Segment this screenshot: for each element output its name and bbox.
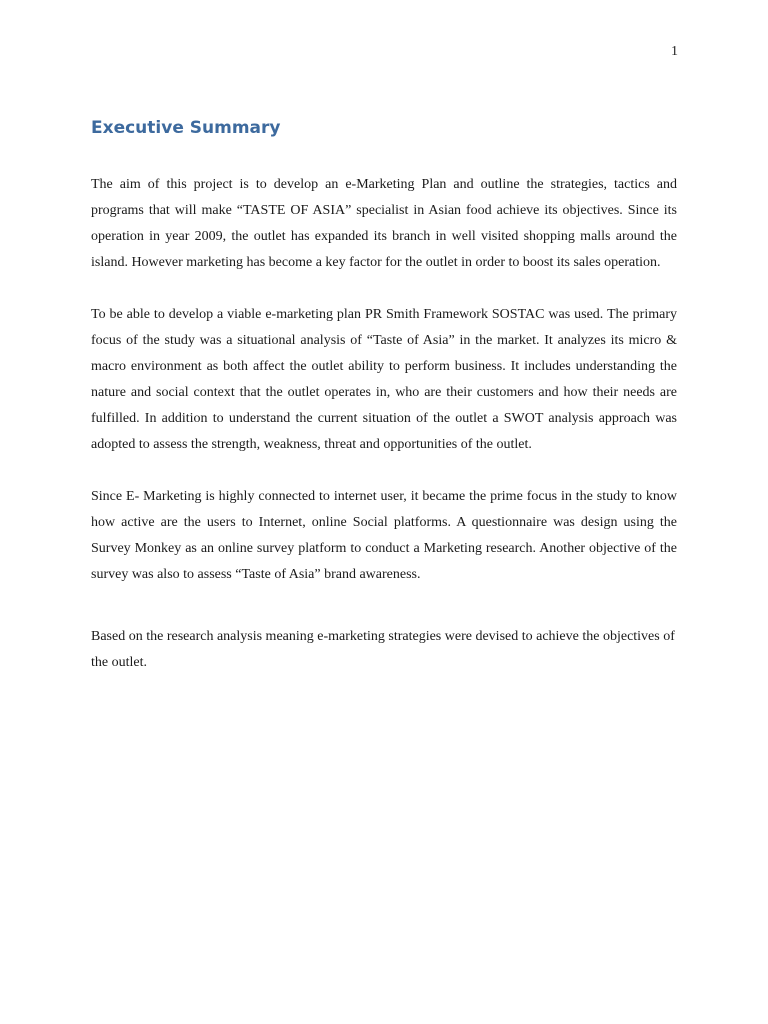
paragraph-aim: The aim of this project is to develop an e-Marketing Plan and outline the strategies, tactics and programs that will make “TASTE OF ASIA” specialist in Asian food achieve its objectives. Since its operation in year 2009, the outlet has expanded its branch in well visited shopping malls around the island. However marketing has become a key factor for the outlet in order to boost its sales operation. — [91, 177, 677, 270]
paragraph-survey: Since E- Marketing is highly connected to internet user, it became the prime focus in the study to know how active are the users to Internet, online Social platforms. A questionnaire was design using the Survey Monkey as an online survey platform to conduct a Marketing research. Another objective of the survey was also to assess “Taste of Asia” brand awareness. — [91, 489, 677, 582]
paragraph-conclusion: Based on the research analysis meaning e-marketing strategies were devised to achieve the objectives of the outlet. — [91, 629, 675, 670]
page-number: 1 — [671, 44, 678, 59]
section-body — [91, 172, 677, 676]
section-heading: Executive Summary — [91, 118, 281, 138]
paragraph-framework: To be able to develop a viable e-marketing plan PR Smith Framework SOSTAC was used. The primary focus of the study was a situational analysis of “Taste of Asia” in the market. It analyzes its micro & macro environment as both affect the outlet ability to perform business. It includes understanding the nature and social context that the outlet operates in, who are their customers and how their needs are fulfilled. In addition to understand the current situation of the outlet a SWOT analysis approach was adopted to assess the strength, weakness, threat and opportunities of the outlet. — [91, 307, 677, 452]
